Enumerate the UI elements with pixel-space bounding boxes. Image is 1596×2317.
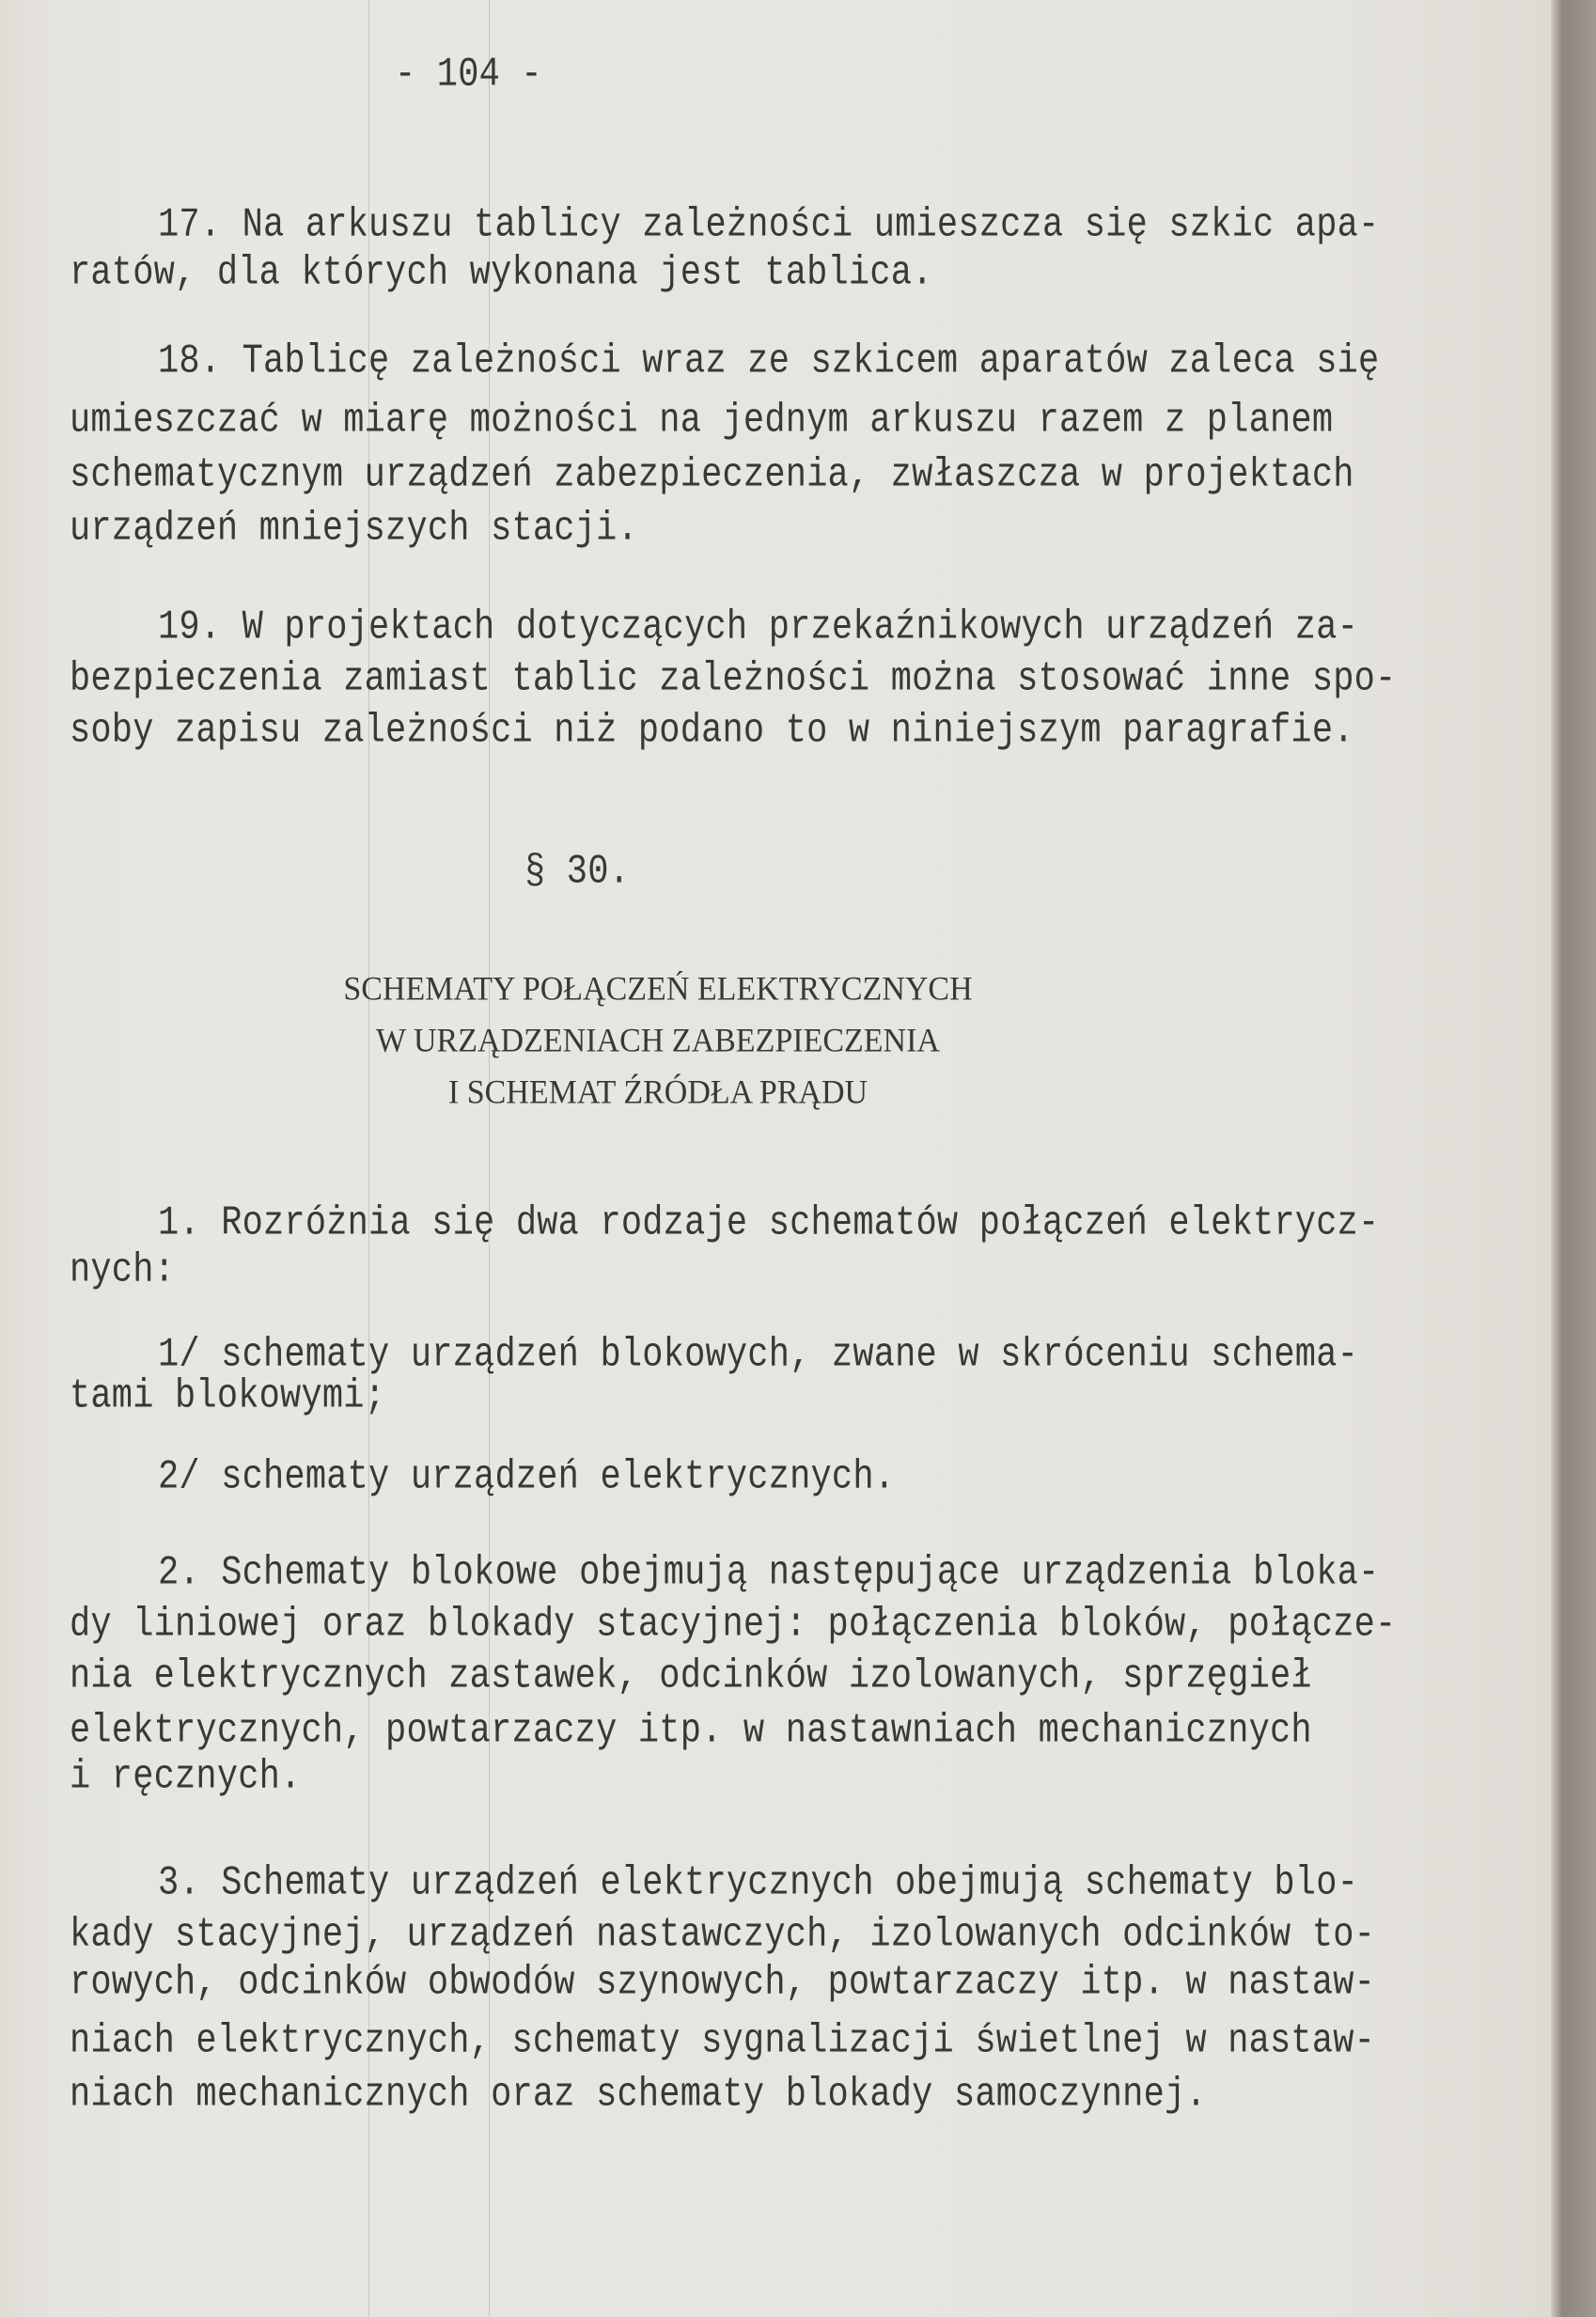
paragraph-18-line: schematycznym urządzeń zabezpieczenia, zwłaszcza w projektach: [70, 452, 1354, 499]
item-1-line: 1. Rozróżnia się dwa rodzaje schematów połączeń elektrycz-: [158, 1200, 1380, 1247]
section-number: § 30.: [524, 849, 631, 896]
item-3-line: kady stacyjnej, urządzeń nastawczych, izolowanych odcinków to-: [70, 1912, 1376, 1959]
item-2-line: i ręcznych.: [70, 1754, 302, 1801]
item-1-line: nych:: [70, 1247, 176, 1294]
paragraph-18-line: urządzeń mniejszych stacji.: [70, 506, 638, 553]
page-number: - 104 -: [395, 52, 542, 99]
paragraph-19-line: bezpieczenia zamiast tablic zależności można stosować inne spo-: [70, 656, 1397, 703]
item-3-line: 3. Schematy urządzeń elektrycznych obejmują schematy blo-: [158, 1860, 1359, 1907]
section-title-line: SCHEMATY POŁĄCZEŃ ELEKTRYCZNYCH: [343, 971, 973, 1008]
item-1a-line: 1/ schematy urządzeń blokowych, zwane w skróceniu schema-: [158, 1332, 1359, 1379]
item-1b-line: 2/ schematy urządzeń elektrycznych.: [158, 1454, 896, 1501]
item-3-line: rowych, odcinków obwodów szynowych, powtarzaczy itp. w nastaw-: [70, 1960, 1376, 2007]
section-title-line: I SCHEMAT ŹRÓDŁA PRĄDU: [447, 1074, 868, 1111]
item-2-line: 2. Schematy blokowe obejmują następujące urządzenia bloka-: [158, 1550, 1380, 1597]
page-edge-shadow: [1551, 0, 1596, 2317]
item-2-line: dy liniowej oraz blokady stacyjnej: połączenia bloków, połącze-: [70, 1602, 1397, 1649]
item-2-line: elektrycznych, powtarzaczy itp. w nastawniach mechanicznych: [70, 1708, 1312, 1755]
section-title-line: W URZĄDZENIACH ZABEZPIECZENIA: [376, 1023, 940, 1059]
paragraph-19-line: 19. W projektach dotyczących przekaźnikowych urządzeń za-: [158, 604, 1359, 651]
paragraph-17-line: ratów, dla których wykonana jest tablica.: [70, 250, 933, 297]
item-3-line: niach mechanicznych oraz schematy blokady samoczynnej.: [70, 2072, 1207, 2119]
item-3-line: niach elektrycznych, schematy sygnalizacji świetlnej w nastaw-: [70, 2018, 1376, 2065]
paragraph-17-line: 17. Na arkuszu tablicy zależności umieszcza się szkic apa-: [158, 202, 1380, 249]
item-2-line: nia elektrycznych zastawek, odcinków izolowanych, sprzęgieł: [70, 1653, 1312, 1700]
paragraph-19-line: soby zapisu zależności niż podano to w niniejszym paragrafie.: [70, 708, 1354, 755]
item-1a-line: tami blokowymi;: [70, 1373, 386, 1420]
paragraph-18-line: umieszczać w miarę możności na jednym arkuszu razem z planem: [70, 398, 1334, 445]
paragraph-18-line: 18. Tablicę zależności wraz ze szkicem aparatów zaleca się: [158, 338, 1380, 385]
